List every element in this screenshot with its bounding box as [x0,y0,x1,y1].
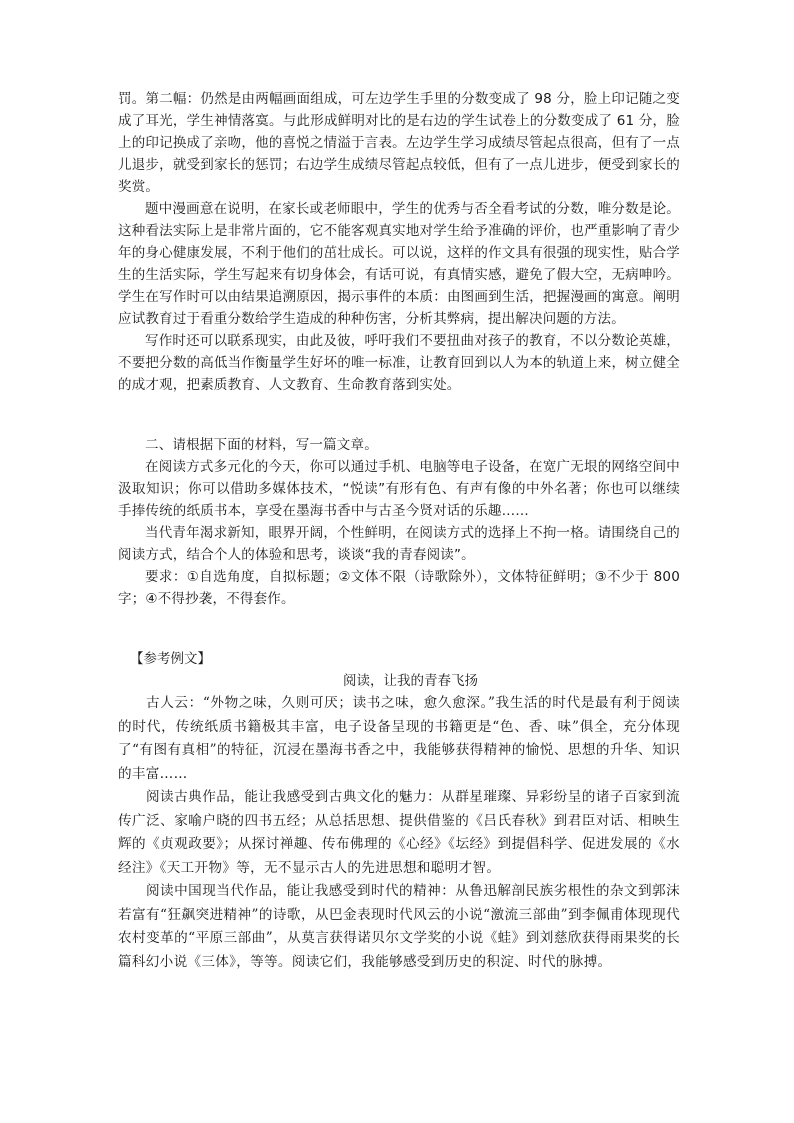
prompt-requirements: 要求：①自选角度，自拟标题；②文体不限（诗歌除外），文体特征鲜明；③不少于 800 字；④不得抄袭，不得套作。 [118,569,680,607]
essay-paragraph-3: 阅读中国现当代作品，能让我感受到时代的精神：从鲁迅解剖民族劣根性的杂文到郭沫若富有“狂飙突进精神”的诗歌，从巴金表现时代风云的小说“激流三部曲”到李佩甫体现现代农村变革的“平原三部曲”，从莫言获得诺贝尔文学奖的小说《蛙》到刘慈欣获得雨果奖的长篇科幻小说《三体》，等等。阅读它们，我能够感受到历史的积淀、时代的脉搏。 [118,883,680,970]
essay-paragraph-2: 阅读古典作品，能让我感受到古典文化的魅力：从群星璀璨、异彩纷呈的诸子百家到流传广泛、家喻户晓的四书五经；从总括思想、提供借鉴的《吕氏春秋》到君臣对话、相映生辉的《贞观政要》；从探讨禅趣、传布佛理的《心经》《坛经》到提倡科学、促进发展的《水经注》《天工开物》等，无不显示古人的先进思想和聪明才智。 [118,789,680,876]
spacer [118,396,680,434]
analysis-paragraph-3: 写作时还可以联系现实，由此及彼，呼吁我们不要扭曲对孩子的教育，不以分数论英雄，不要把分数的高低当作衡量学生好坏的唯一标准，让教育回到以人为本的轨道上来，树立健全的成才观，把素质教育、人文教育、生命教育落到实处。 [118,333,680,393]
prompt-material: 在阅读方式多元化的今天，你可以通过手机、电脑等电子设备，在宽广无垠的网络空间中汲取知识；你可以借助多媒体技术，“悦读”有形有色、有声有像的中外名著；你也可以继续手捧传统的纸质书本，享受在墨海书香中与古圣今贤对话的乐趣…… [118,459,680,519]
reference-label: 【参考例文】 [130,651,211,667]
essay-paragraph-1: 古人云：“外物之味，久则可厌；读书之味，愈久愈深。”我生活的时代是最有利于阅读的时代，传统纸质书籍极其丰富，电子设备呈现的书籍更是“色、香、味”俱全，充分体现了“有图有真相”的特征，沉浸在墨海书香之中，我能够获得精神的愉悦、思想的升华、知识的丰富…… [118,695,680,782]
essay-title: 阅读，让我的青春飞扬 [343,673,478,689]
prompt-heading: 二、请根据下面的材料，写一篇文章。 [145,437,378,453]
document-page [118,88,680,974]
analysis-paragraph-2: 题中漫画意在说明，在家长或老师眼中，学生的优秀与否全看考试的分数，唯分数是论。这种看法实际上是非常片面的，它不能客观真实地对学生给予准确的评价，也严重影响了青少年的身心健康发展，不利于他们的茁壮成长。可以说，这样的作文具有很强的现实性，贴合学生的生活实际，学生写起来有切身体会，有话可说，有真情实感，避免了假大空，无病呻吟。学生在写作时可以由结果追溯原因，揭示事件的本质：由图画到生活，把握漫画的寓意。阐明应试教育过于看重分数给学生造成的种种伤害，分析其弊病，提出解决问题的方法。 [118,201,680,327]
spacer [118,610,680,648]
analysis-paragraph-1: 罚。第二幅：仍然是由两幅画面组成，可左边学生手里的分数变成了 98 分，脸上印记随之变成了耳光，学生神情落寞。与此形成鲜明对比的是右边的学生试卷上的分数变成了 61 分，脸上的印记换成了亲吻，他的喜悦之情溢于言表。左边学生学习成绩尽管起点很高，但有了一点儿退步，就受到家长的惩罚；右边学生成绩尽管起点较低，但有了一点儿进步，便受到家长的奖赏。 [118,91,680,195]
prompt-instruction: 当代青年渴求新知，眼界开阔，个性鲜明，在阅读方式的选择上不拘一格。请围绕自己的阅读方式，结合个人的体验和思考，谈谈“我的青春阅读”。 [118,525,680,563]
